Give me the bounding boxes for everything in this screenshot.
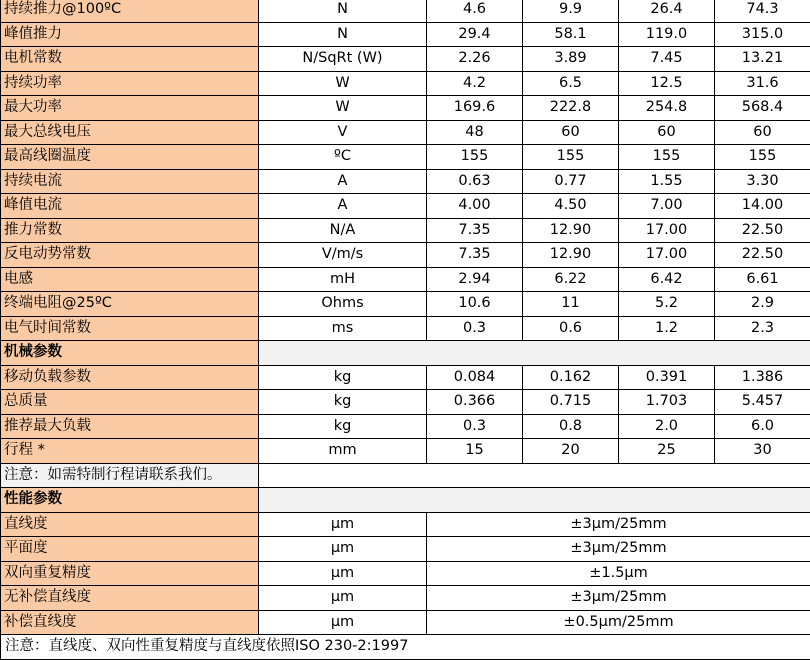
section-fill [259,488,810,513]
spec-row [1,47,810,72]
value-cell: 60 [523,120,619,145]
value-cell: 74.3 [715,0,810,22]
perf-row [1,561,810,586]
spec-row [1,169,810,194]
value-cell: 7.45 [619,47,715,72]
value-cell: 1.2 [619,316,715,341]
param-label: 持续电流 [1,169,259,194]
value-cell: 2.0 [619,414,715,439]
spec-row [1,96,810,121]
value-cell: 0.162 [523,365,619,390]
param-label: 电感 [1,267,259,292]
value-cell: 0.3 [427,414,523,439]
value-cell: 568.4 [715,96,810,121]
unit-cell: N [259,22,427,47]
value-cell: 22.50 [715,218,810,243]
value-cell: 119.0 [619,22,715,47]
value-cell: 315.0 [715,22,810,47]
param-label: 推力常数 [1,218,259,243]
unit-cell: µm [259,537,427,562]
footer-note-row [1,635,810,660]
value-cell: 155 [523,145,619,170]
spec-row [1,145,810,170]
value-cell: 0.715 [523,390,619,415]
unit-cell: W [259,96,427,121]
param-label: 双向重复精度 [1,561,259,586]
value-cell: 4.6 [427,0,523,22]
param-label: 推荐最大负载 [1,414,259,439]
value-cell: ±3µm/25mm [427,537,810,562]
unit-cell: A [259,194,427,219]
value-cell: 60 [619,120,715,145]
perf-row [1,610,810,635]
param-label: 电气时间常数 [1,316,259,341]
value-cell: 7.35 [427,243,523,268]
value-cell: 58.1 [523,22,619,47]
value-cell: 25 [619,439,715,464]
spec-row [1,194,810,219]
unit-cell: µm [259,512,427,537]
value-cell: 0.391 [619,365,715,390]
value-cell: 2.3 [715,316,810,341]
unit-cell: V [259,120,427,145]
value-cell: 155 [619,145,715,170]
value-cell: 0.3 [427,316,523,341]
value-cell: 14.00 [715,194,810,219]
value-cell: 155 [715,145,810,170]
value-cell: 10.6 [427,292,523,317]
value-cell: 2.94 [427,267,523,292]
param-label: 持续推力@100ºC [1,0,259,22]
unit-cell: ºC [259,145,427,170]
spec-row [1,390,810,415]
param-label: 总质量 [1,390,259,415]
value-cell: 26.4 [619,0,715,22]
perf-row [1,586,810,611]
value-cell: 4.2 [427,71,523,96]
value-cell: 6.22 [523,267,619,292]
value-cell: 11 [523,292,619,317]
param-label: 平面度 [1,537,259,562]
value-cell: 2.9 [715,292,810,317]
spec-row [1,71,810,96]
value-cell: 3.89 [523,47,619,72]
unit-cell: N/SqRt (W) [259,47,427,72]
mechanical-section-title: 机械参数 [1,341,259,366]
spec-row [1,365,810,390]
param-label: 峰值电流 [1,194,259,219]
param-label: 电机常数 [1,47,259,72]
unit-cell: µm [259,561,427,586]
value-cell: 3.30 [715,169,810,194]
spec-row [1,218,810,243]
value-cell: ±1.5µm [427,561,810,586]
unit-cell: ms [259,316,427,341]
spec-row [1,22,810,47]
value-cell: 6.42 [619,267,715,292]
value-cell: 30 [715,439,810,464]
unit-cell: kg [259,390,427,415]
unit-cell: Ohms [259,292,427,317]
value-cell: 1.386 [715,365,810,390]
value-cell: 12.5 [619,71,715,96]
param-label: 最高线圈温度 [1,145,259,170]
unit-cell: µm [259,610,427,635]
spec-row [1,439,810,464]
note-fill [259,463,810,488]
value-cell: 6.5 [523,71,619,96]
spec-row [1,292,810,317]
param-label: 移动负载参数 [1,365,259,390]
spec-row [1,316,810,341]
value-cell: 48 [427,120,523,145]
perf-row [1,537,810,562]
value-cell: 17.00 [619,243,715,268]
value-cell: 7.00 [619,194,715,219]
value-cell: 4.00 [427,194,523,219]
param-label: 峰值推力 [1,22,259,47]
unit-cell: N/A [259,218,427,243]
perf-row [1,512,810,537]
param-label: 行程 * [1,439,259,464]
value-cell: 15 [427,439,523,464]
value-cell: 17.00 [619,218,715,243]
value-cell: 0.366 [427,390,523,415]
spec-row [1,0,810,22]
value-cell: 60 [715,120,810,145]
value-cell: 1.55 [619,169,715,194]
value-cell: 222.8 [523,96,619,121]
value-cell: 169.6 [427,96,523,121]
value-cell: 12.90 [523,243,619,268]
value-cell: 12.90 [523,218,619,243]
param-label: 持续功率 [1,71,259,96]
value-cell: 0.084 [427,365,523,390]
value-cell: 6.0 [715,414,810,439]
spec-row [1,243,810,268]
value-cell: 6.61 [715,267,810,292]
value-cell: ±3µm/25mm [427,586,810,611]
value-cell: 13.21 [715,47,810,72]
value-cell: 155 [427,145,523,170]
value-cell: 0.8 [523,414,619,439]
value-cell: 22.50 [715,243,810,268]
unit-cell: µm [259,586,427,611]
param-label: 反电动势常数 [1,243,259,268]
param-label: 直线度 [1,512,259,537]
value-cell: ±3µm/25mm [427,512,810,537]
param-label: 无补偿直线度 [1,586,259,611]
value-cell: 31.6 [715,71,810,96]
section-fill [259,341,810,366]
performance-section [1,488,810,513]
value-cell: 5.457 [715,390,810,415]
stroke-note-row [1,463,810,488]
performance-section-title: 性能参数 [1,488,259,513]
param-label: 最大总线电压 [1,120,259,145]
value-cell: 29.4 [427,22,523,47]
param-label: 最大功率 [1,96,259,121]
unit-cell: mH [259,267,427,292]
unit-cell: N [259,0,427,22]
stroke-note: 注意：如需特制行程请联系我们。 [1,463,259,488]
value-cell: 0.63 [427,169,523,194]
param-label: 终端电阻@25ºC [1,292,259,317]
value-cell: 20 [523,439,619,464]
footer-note: 注意：直线度、双向性重复精度与直线度依照ISO 230-2:1997 [1,635,810,660]
spec-row [1,120,810,145]
param-label: 补偿直线度 [1,610,259,635]
value-cell: 9.9 [523,0,619,22]
value-cell: 0.6 [523,316,619,341]
value-cell: 7.35 [427,218,523,243]
value-cell: 254.8 [619,96,715,121]
unit-cell: V/m/s [259,243,427,268]
unit-cell: W [259,71,427,96]
unit-cell: kg [259,365,427,390]
unit-cell: A [259,169,427,194]
spec-row [1,414,810,439]
value-cell: 2.26 [427,47,523,72]
unit-cell: mm [259,439,427,464]
mechanical-section [1,341,810,366]
value-cell: 1.703 [619,390,715,415]
value-cell: 5.2 [619,292,715,317]
value-cell: 4.50 [523,194,619,219]
value-cell: ±0.5µm/25mm [427,610,810,635]
value-cell: 0.77 [523,169,619,194]
spec-row [1,267,810,292]
unit-cell: kg [259,414,427,439]
